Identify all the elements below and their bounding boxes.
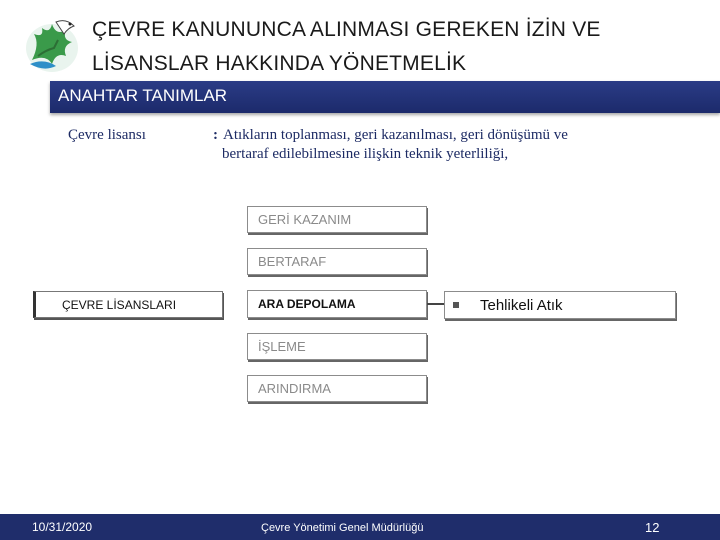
ministry-logo-icon [22, 14, 84, 76]
footer-center-text: Çevre Yönetimi Genel Müdürlüğü [261, 522, 424, 534]
geri-kazanim-box: GERİ KAZANIM [247, 206, 427, 233]
footer-date: 10/31/2020 [32, 520, 93, 534]
slide-title-line-2: LİSANSLAR HAKKINDA YÖNETMELİK [92, 52, 467, 75]
definition-text-1: Atıkların toplanması, geri kazanılması, geri dönüşümü ve [223, 127, 568, 143]
slide-title-line-1: ÇEVRE KANUNUNCA ALINMASI GEREKEN İZİN VE [92, 18, 601, 41]
cevre-lisanslari-box: ÇEVRE LİSANSLARI [33, 291, 223, 318]
footer-page-number: 12 [645, 520, 660, 535]
bertaraf-box: BERTARAF [247, 248, 427, 275]
isleme-box: İŞLEME [247, 333, 427, 360]
tehlikeli-atik-label: Tehlikeli Atık [480, 297, 563, 314]
bullet-icon [453, 302, 459, 308]
definition-text-line-2: bertaraf edilebilmesine ilişkin teknik yeterliliği, [222, 146, 509, 162]
section-header-label: ANAHTAR TANIMLAR [58, 86, 228, 105]
section-header-bar [50, 81, 720, 113]
tehlikeli-atik-box [444, 291, 676, 319]
definition-text-line-1 [213, 127, 568, 144]
definition-term: Çevre lisansı [68, 127, 146, 143]
ara-depolama-box: ARA DEPOLAMA [247, 290, 427, 318]
arindirma-box: ARINDIRMA [247, 375, 427, 402]
definition-colon: : [213, 127, 218, 143]
connector-line [427, 303, 445, 305]
